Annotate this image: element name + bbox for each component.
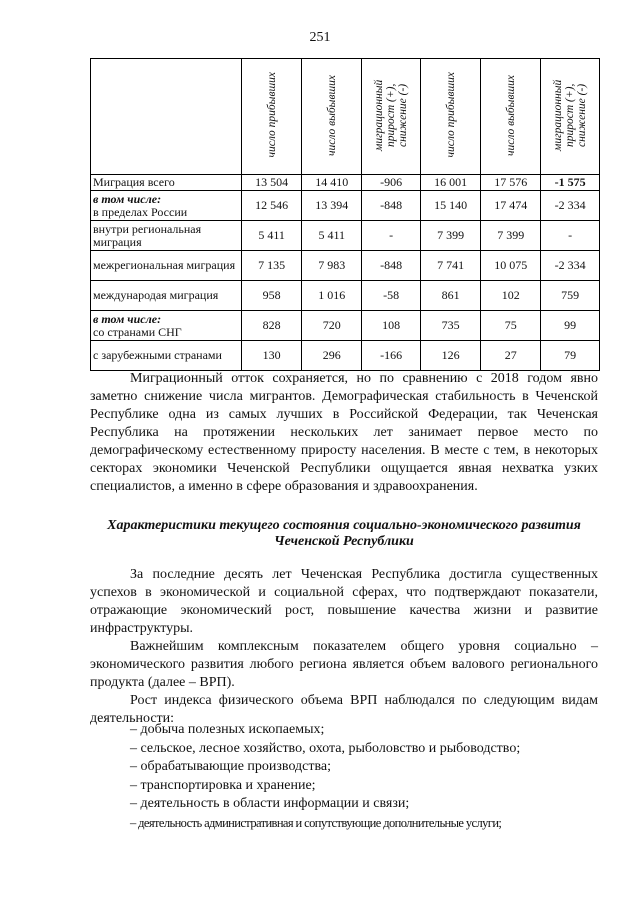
- table-cell: 16 001: [420, 175, 480, 191]
- table-cell: 14 410: [302, 175, 362, 191]
- row-label-text: с зарубежными странами: [93, 348, 222, 362]
- table-cell: 27: [481, 341, 541, 371]
- table-cell: 296: [302, 341, 362, 371]
- row-sublabel: в том числе:: [93, 311, 162, 326]
- table-cell: 126: [420, 341, 480, 371]
- table-row: [91, 251, 600, 281]
- table-cell: 7 399: [420, 221, 480, 251]
- row-sublabel: в том числе:: [93, 191, 162, 206]
- table-cell: 5 411: [242, 221, 302, 251]
- table-cell: 102: [481, 281, 541, 311]
- table-cell: 130: [242, 341, 302, 371]
- table-header-empty: [91, 59, 242, 175]
- table-cell: 75: [481, 311, 541, 341]
- table-row: [91, 341, 600, 371]
- table-cell: -848: [362, 251, 421, 281]
- table-cell: 828: [242, 311, 302, 341]
- table-cell: 735: [420, 311, 480, 341]
- table-cell: -2 334: [541, 251, 600, 281]
- table-header-row: [91, 59, 600, 175]
- table-header-cell: число выбывших: [302, 59, 362, 175]
- table-cell: 958: [242, 281, 302, 311]
- table-cell: 13 394: [302, 191, 362, 221]
- paragraph-migration: Миграционный отток сохраняется, но по сравнению с 2018 годом явно заметно снижение числа мигрантов. Демографическая стабильность в Чеченской Республике одна из самых лучших в Российской Федерации, так Чеченская Республика на протяжении нескольких лет занимает первое место по демографическому естественному приросту населения. В месте с тем, в некоторых секторах экономики Чеченской Республики ощущается явная нехватка узких специалистов, а именно в сфере образования и здравоохранения.: [90, 371, 598, 494]
- migration-table: [90, 58, 600, 371]
- table-cell: -906: [362, 175, 421, 191]
- table-cell: 15 140: [420, 191, 480, 221]
- row-label-text: межрегиональная миграция: [93, 258, 236, 272]
- table-cell: 17 474: [481, 191, 541, 221]
- table-cell: 13 504: [242, 175, 302, 191]
- list-item: – деятельность в области информации и связи;: [130, 796, 410, 811]
- row-label-text: внутри региональная миграция: [93, 221, 202, 249]
- page-number: 251: [309, 30, 331, 45]
- table-cell: 12 546: [242, 191, 302, 221]
- table-header-cell: число прибывших: [242, 59, 302, 175]
- list-item: – деятельность административная и сопутствующие дополнительные услуги;: [130, 815, 502, 830]
- section-heading: Характеристики текущего состояния социально-экономического развития Чеченской Республики: [107, 518, 581, 549]
- table-cell: 108: [362, 311, 421, 341]
- table-cell: 759: [541, 281, 600, 311]
- table-header-cell: число прибывших: [420, 59, 480, 175]
- table-cell: 99: [541, 311, 600, 341]
- table-cell: -2 334: [541, 191, 600, 221]
- table-header-cell: миграционный прирост (+), снижение (-): [541, 59, 600, 175]
- paragraph-achievements: За последние десять лет Чеченская Республика достигла существенных успехов в экономической и социальной сферах, что подтверждают показатели, отражающие экономический рост, повышение качества жизни и развитие инфраструктуры. Важнейшим комплексным показателем общего уровня социально – экономического развития любого региона является объем валового регионального продукта (далее – ВРП). Рост индекса физического объема ВРП наблюдался по следующим видам деятельности:: [90, 567, 598, 726]
- table-cell: 1 016: [302, 281, 362, 311]
- row-label: [91, 311, 242, 341]
- table-cell: 7 399: [481, 221, 541, 251]
- table-cell: 7 983: [302, 251, 362, 281]
- activity-list: [90, 721, 598, 832]
- table-row: [91, 311, 600, 341]
- table-header-cell: миграционный прирост (+), снижение (-): [362, 59, 421, 175]
- list-item: – транспортировка и хранение;: [130, 777, 316, 793]
- list-item: – обрабатывающие производства;: [130, 759, 332, 774]
- row-label-text: Миграция всего: [93, 175, 175, 189]
- table-cell: -: [362, 221, 421, 251]
- table-cell: 10 075: [481, 251, 541, 281]
- row-label-text: международая миграция: [93, 288, 219, 302]
- table-cell: -: [541, 221, 600, 251]
- table-body: [91, 175, 600, 371]
- table-cell: 861: [420, 281, 480, 311]
- row-label: [91, 341, 242, 371]
- row-label: [91, 191, 242, 221]
- table-row: [91, 191, 600, 221]
- list-item: – добыча полезных ископаемых;: [130, 722, 325, 737]
- table-row: [91, 175, 600, 191]
- table-row: [91, 281, 600, 311]
- list-item: – сельское, лесное хозяйство, охота, рыболовство и рыбоводство;: [130, 740, 521, 756]
- row-label: [91, 221, 242, 251]
- table-cell: -1 575: [541, 175, 600, 191]
- row-label-text: со странами СНГ: [93, 324, 182, 339]
- table-cell: 5 411: [302, 221, 362, 251]
- row-label-text: в пределах России: [93, 204, 188, 219]
- table-cell: 720: [302, 311, 362, 341]
- table-header-cell: число выбывших: [481, 59, 541, 175]
- row-label: [91, 281, 242, 311]
- table-cell: 7 741: [420, 251, 480, 281]
- table-cell: 79: [541, 341, 600, 371]
- table-cell: -58: [362, 281, 421, 311]
- table-row: [91, 221, 600, 251]
- row-label: [91, 175, 242, 191]
- row-label: [91, 251, 242, 281]
- table-cell: -166: [362, 341, 421, 371]
- table-cell: -848: [362, 191, 421, 221]
- table-cell: 17 576: [481, 175, 541, 191]
- table-cell: 7 135: [242, 251, 302, 281]
